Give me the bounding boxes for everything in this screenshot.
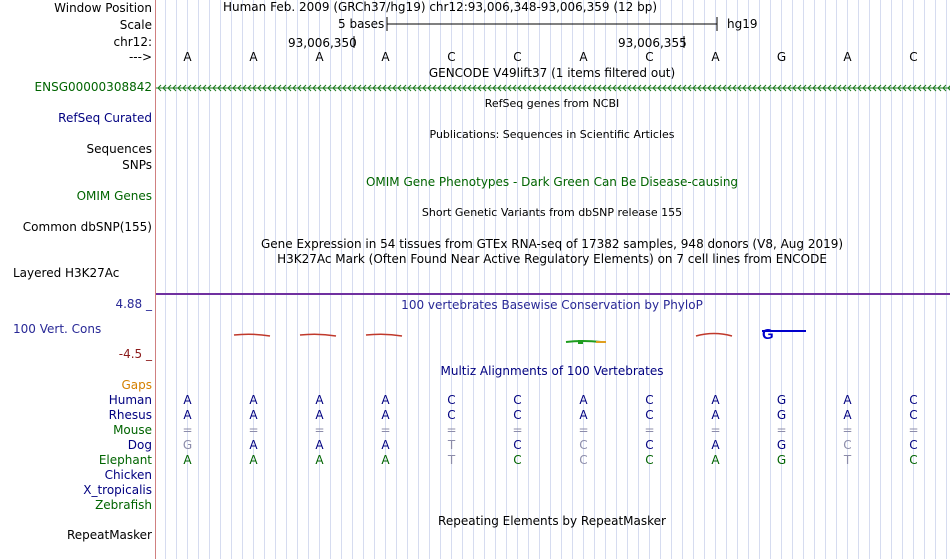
alignment-base: C <box>513 393 522 407</box>
alignment-base: = <box>512 423 523 437</box>
h3k27ac-track-title[interactable]: H3K27Ac Mark (Often Found Near Active Regulatory Elements) on 7 cell lines from ENCODE <box>277 252 827 266</box>
alignment-base: A <box>183 453 192 467</box>
publications-track-title[interactable]: Publications: Sequences in Scientific Articles <box>429 128 675 141</box>
alignment-base: T <box>843 453 852 467</box>
alignment-base: T <box>447 453 456 467</box>
dbsnp-track-title[interactable]: Short Genetic Variants from dbSNP release 155 <box>421 206 683 219</box>
window-position-label[interactable]: Window Position <box>54 1 152 15</box>
alignment-base: A <box>315 393 324 407</box>
gaps-label[interactable]: Gaps <box>121 378 152 392</box>
scale-right-text: hg19 <box>727 17 758 31</box>
scale-label[interactable]: Scale <box>119 18 152 32</box>
species-label-chicken[interactable]: Chicken <box>104 468 152 482</box>
alignment-base: C <box>579 453 588 467</box>
alignment-base: C <box>447 408 456 422</box>
strand-label[interactable]: ---> <box>128 50 152 64</box>
reference-base: C <box>909 50 918 64</box>
refseq-track-title[interactable]: RefSeq genes from NCBI <box>484 97 620 110</box>
alignment-base: C <box>645 408 654 422</box>
omim-track-title[interactable]: OMIM Gene Phenotypes - Dark Green Can Be Disease-causing <box>365 175 739 189</box>
alignment-base: G <box>776 408 787 422</box>
conservation-track-title[interactable]: 100 vertebrates Basewise Conservation by PhyloP <box>401 298 703 312</box>
alignment-base: C <box>645 393 654 407</box>
reference-base: A <box>249 50 258 64</box>
coord-tick-1: 93,006,350 <box>288 36 357 50</box>
repeatmasker-track-title[interactable]: Repeating Elements by RepeatMasker <box>438 514 666 528</box>
cons-max-label: 4.88 _ <box>115 297 152 311</box>
alignment-base: A <box>315 453 324 467</box>
gencode-item-label[interactable]: ENSG00000308842 <box>34 80 152 94</box>
chrom-label[interactable]: chr12: <box>113 35 152 49</box>
alignment-base: C <box>909 393 918 407</box>
alignment-base: = <box>578 423 589 437</box>
reference-base: G <box>776 50 787 64</box>
alignment-base: G <box>776 438 787 452</box>
alignment-base: A <box>183 408 192 422</box>
alignment-base: A <box>249 408 258 422</box>
gencode-track-title[interactable]: GENCODE V49lift37 (1 items filtered out) <box>428 66 676 80</box>
species-label-rhesus[interactable]: Rhesus <box>108 408 152 422</box>
alignment-base: G <box>182 438 193 452</box>
h3k27ac-track-label[interactable]: Layered H3K27Ac <box>13 266 120 280</box>
alignment-base: A <box>381 408 390 422</box>
alignment-base: C <box>843 438 852 452</box>
alignment-base: C <box>447 393 456 407</box>
snps-track-label[interactable]: SNPs <box>122 158 152 172</box>
alignment-base: A <box>711 408 720 422</box>
alignment-base: A <box>711 438 720 452</box>
reference-base: A <box>381 50 390 64</box>
alignment-base: A <box>843 408 852 422</box>
alignment-base: A <box>381 393 390 407</box>
window-position-text: Human Feb. 2009 (GRCh37/hg19) chr12:93,006,348-93,006,359 (12 bp) <box>222 0 658 14</box>
alignment-base: = <box>248 423 259 437</box>
alignment-base: = <box>842 423 853 437</box>
alignment-base: A <box>381 438 390 452</box>
repeatmasker-track-label[interactable]: RepeatMasker <box>66 528 152 542</box>
species-label-dog[interactable]: Dog <box>127 438 152 452</box>
species-label-human[interactable]: Human <box>108 393 152 407</box>
alignment-base: = <box>776 423 787 437</box>
alignment-base: C <box>513 408 522 422</box>
alignment-base: C <box>579 438 588 452</box>
alignment-base: T <box>447 438 456 452</box>
alignment-base: G <box>776 453 787 467</box>
conservation-logo-base: G <box>762 326 774 343</box>
alignment-base: A <box>249 453 258 467</box>
alignment-base: A <box>249 438 258 452</box>
multiz-track-title[interactable]: Multiz Alignments of 100 Vertebrates <box>440 364 664 378</box>
alignment-base: G <box>776 393 787 407</box>
species-label-xtropicalis[interactable]: X_tropicalis <box>83 483 152 497</box>
reference-base: A <box>183 50 192 64</box>
refseq-track-label[interactable]: RefSeq Curated <box>58 111 152 125</box>
cons-min-label: -4.5 _ <box>118 347 152 361</box>
reference-base: C <box>513 50 522 64</box>
alignment-base: C <box>645 453 654 467</box>
reference-base: A <box>315 50 324 64</box>
alignment-base: = <box>710 423 721 437</box>
alignment-base: A <box>711 453 720 467</box>
alignment-base: = <box>644 423 655 437</box>
alignment-base: C <box>909 408 918 422</box>
alignment-base: A <box>579 408 588 422</box>
alignment-base: A <box>249 393 258 407</box>
scale-left-text: 5 bases <box>338 17 385 31</box>
species-label-zebrafish[interactable]: Zebrafish <box>95 498 152 512</box>
alignment-base: A <box>843 393 852 407</box>
omim-track-label[interactable]: OMIM Genes <box>76 189 152 203</box>
alignment-base: A <box>315 438 324 452</box>
species-label-elephant[interactable]: Elephant <box>98 453 152 467</box>
alignment-base: A <box>381 453 390 467</box>
coord-tick-2: 93,006,355 <box>618 36 687 50</box>
alignment-base: = <box>380 423 391 437</box>
alignment-base: = <box>182 423 193 437</box>
alignment-base: C <box>909 453 918 467</box>
alignment-base: C <box>513 438 522 452</box>
alignment-base: A <box>579 393 588 407</box>
dbsnp-track-label[interactable]: Common dbSNP(155) <box>22 220 152 234</box>
alignment-base: = <box>314 423 325 437</box>
reference-base: A <box>843 50 852 64</box>
reference-base: A <box>711 50 720 64</box>
gtex-track-title[interactable]: Gene Expression in 54 tissues from GTEx RNA-seq of 17382 samples, 948 donors (V8, Aug 2019) <box>260 237 844 251</box>
cons-track-label[interactable]: 100 Vert. Cons <box>13 322 102 336</box>
track-labels-column <box>0 0 155 559</box>
alignment-base: C <box>909 438 918 452</box>
alignment-base: A <box>315 408 324 422</box>
reference-base: C <box>447 50 456 64</box>
alignment-base: = <box>908 423 919 437</box>
track-data-area[interactable] <box>156 0 950 559</box>
reference-base: C <box>645 50 654 64</box>
sequences-track-label[interactable]: Sequences <box>86 142 152 156</box>
alignment-base: A <box>711 393 720 407</box>
alignment-base: = <box>446 423 457 437</box>
alignment-base: A <box>183 393 192 407</box>
species-label-mouse[interactable]: Mouse <box>113 423 152 437</box>
reference-base: A <box>579 50 588 64</box>
alignment-base: C <box>513 453 522 467</box>
alignment-base: C <box>645 438 654 452</box>
